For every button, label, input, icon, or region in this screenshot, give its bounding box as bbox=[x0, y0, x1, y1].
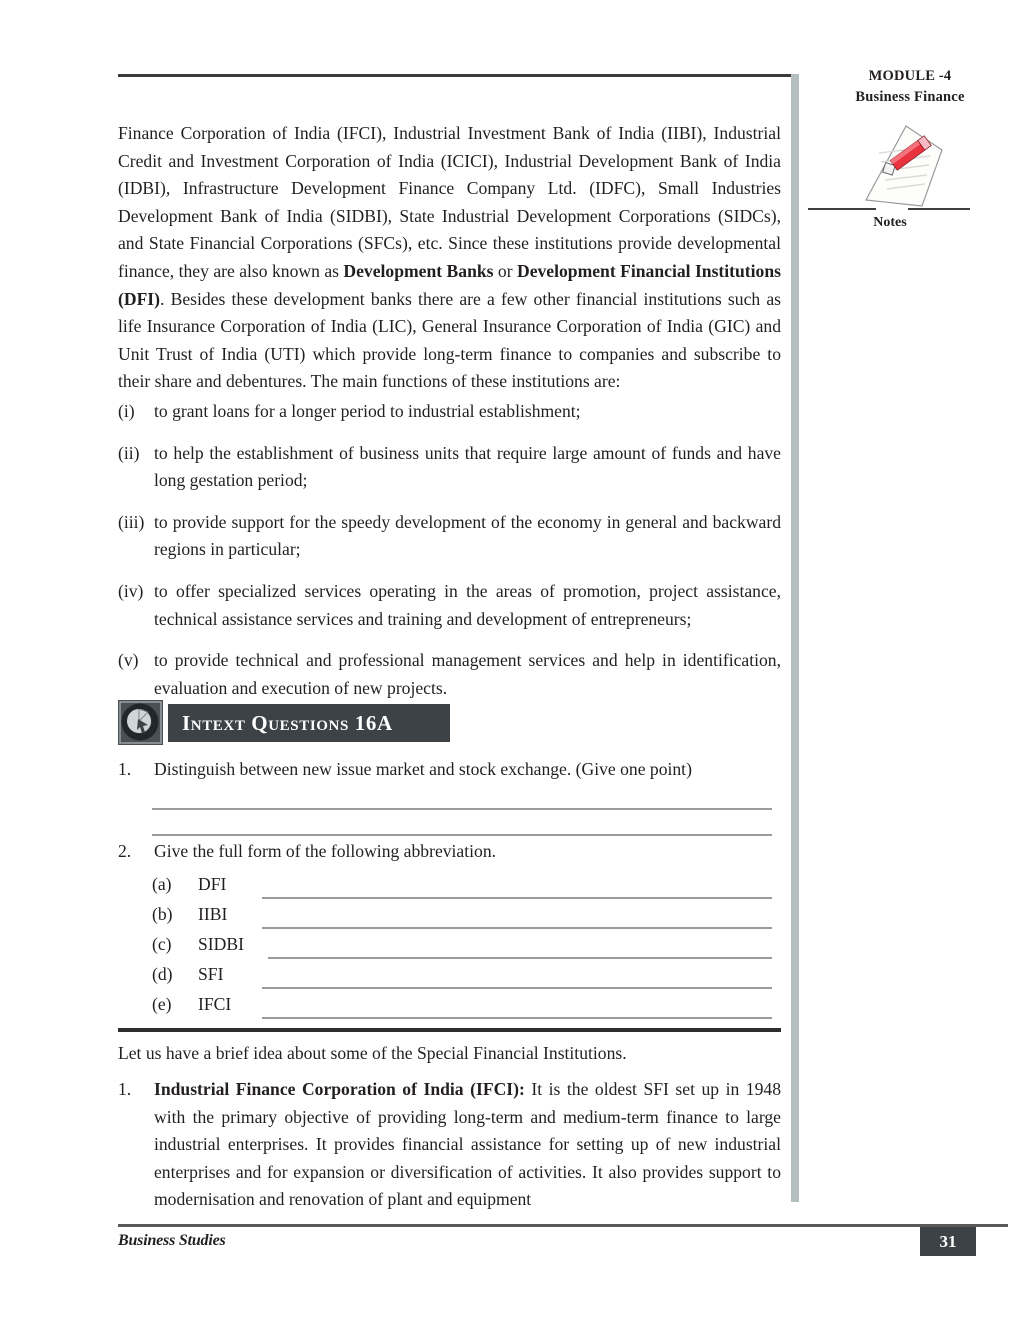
answer-line[interactable] bbox=[152, 808, 772, 810]
intext-questions-title: Intext Questions 16A bbox=[182, 710, 393, 735]
intext-questions-bar bbox=[168, 704, 450, 742]
abbr-row bbox=[152, 961, 782, 991]
item-rest-text: It is the oldest SFI set up in 1948 with the primary objective of providing long-term and medium-term finance to large industrial enterprises. It provides financial assistance for setting up of new industrial enterprises and for expansion or diversification of activities. It also provides support to modernisation and renovation of plant and equipment bbox=[154, 1079, 781, 1210]
notes-rule-left bbox=[808, 208, 876, 210]
question-text: Distinguish between new issue market and stock exchange. (Give one point) bbox=[154, 759, 692, 779]
abbr-alpha: (a) bbox=[152, 874, 172, 894]
item-body bbox=[118, 1076, 781, 1214]
functions-list bbox=[118, 398, 781, 716]
list-item bbox=[118, 440, 781, 495]
list-text: to provide support for the speedy development of the economy in general and backward regions in particular; bbox=[154, 511, 781, 560]
abbr-alpha: (e) bbox=[152, 994, 172, 1014]
abbr-row bbox=[152, 991, 782, 1021]
abbr-answer-line[interactable] bbox=[262, 927, 772, 929]
list-item bbox=[118, 647, 781, 702]
intro-paragraph: Finance Corporation of India (IFCI), Industrial Investment Bank of India (IIBI), Industrial Credit and Investment Corporation of India (ICICI), Industrial Development Bank of India (IDBI), Infrastructure Development Finance Company Ltd. (IDFC), Small Industries Development Bank of India (SIDBI), State Industrial Development Corporations (SIDCs), and State Financial Corporations (SFCs), etc. Since these institutions provide developmental finance, they are also known as Development Banks or Development Financial Institutions (DFI). Besides these development banks there are a few other financial institutions such as life Insurance Corporation of India (LIC), General Insurance Corporation of India (GIC) and Unit Trust of India (UTI) which provide long-term finance to companies and subscribe to their share and debentures. The main functions of these institutions are: bbox=[118, 123, 781, 392]
module-number: MODULE -4 bbox=[868, 68, 952, 84]
list-marker: (iii) bbox=[118, 511, 145, 532]
abbr-label: SFI bbox=[198, 964, 224, 984]
module-header bbox=[812, 66, 1008, 108]
abbr-alpha: (d) bbox=[152, 964, 173, 984]
question-number: 2. bbox=[118, 841, 132, 861]
footer-rule bbox=[118, 1224, 1008, 1227]
page-number-badge: 31 bbox=[920, 1227, 976, 1256]
abbr-row bbox=[152, 931, 782, 961]
question-1 bbox=[118, 756, 781, 784]
abbr-label: DFI bbox=[198, 874, 227, 894]
list-text: to grant loans for a longer period to industrial establishment; bbox=[154, 401, 581, 421]
abbr-answer-line[interactable] bbox=[262, 987, 772, 989]
abbr-answer-line[interactable] bbox=[262, 897, 772, 899]
abbr-answer-line[interactable] bbox=[262, 1017, 772, 1019]
abbr-label: SIDBI bbox=[198, 934, 244, 954]
list-text: to help the establishment of business units that require large amount of funds and have long gestation period; bbox=[154, 442, 781, 491]
list-marker: (iv) bbox=[118, 580, 144, 601]
question-text: Give the full form of the following abbreviation. bbox=[154, 841, 497, 861]
intext-questions-icon bbox=[118, 700, 163, 745]
list-item bbox=[118, 578, 781, 633]
list-text: to provide technical and professional management services and help in identification, evaluation and execution of new projects. bbox=[154, 650, 781, 698]
list-item bbox=[118, 398, 781, 426]
list-marker: (v) bbox=[118, 650, 139, 671]
list-marker: (i) bbox=[118, 401, 135, 421]
item-number: 1. bbox=[118, 1079, 132, 1099]
abbr-label: IIBI bbox=[198, 904, 228, 924]
abbr-row bbox=[152, 871, 782, 901]
intext-block-end-rule bbox=[118, 1028, 781, 1032]
header-rule bbox=[118, 74, 798, 77]
module-subject: Business Finance bbox=[855, 89, 965, 106]
closing-lead-paragraph: Let us have a brief idea about some of the Special Financial Institutions. bbox=[118, 1043, 627, 1063]
list-text: to offer specialized services operating in the areas of promotion, project assistance, technical assistance services and training and development of entrepreneurs; bbox=[154, 580, 781, 629]
special-institution-item bbox=[118, 1076, 781, 1214]
notepad-pencil-icon bbox=[846, 120, 956, 210]
answer-line[interactable] bbox=[152, 834, 772, 836]
abbr-label: IFCI bbox=[198, 994, 232, 1014]
question-2 bbox=[118, 838, 781, 866]
abbr-row bbox=[152, 901, 782, 931]
notes-block bbox=[800, 120, 1010, 230]
notes-label: Notes bbox=[873, 215, 907, 230]
abbr-alpha: (b) bbox=[152, 904, 173, 924]
abbr-alpha: (c) bbox=[152, 934, 172, 954]
abbr-answer-line[interactable] bbox=[268, 957, 772, 959]
list-item bbox=[118, 509, 781, 564]
list-marker: (ii) bbox=[118, 442, 140, 463]
item-bold-lead: Industrial Finance Corporation of India (IFCI): bbox=[154, 1079, 525, 1099]
footer-title: Business Studies bbox=[118, 1232, 226, 1249]
notes-rule-right bbox=[908, 208, 970, 210]
question-number: 1. bbox=[118, 759, 132, 779]
page-side-bar bbox=[791, 74, 799, 1202]
